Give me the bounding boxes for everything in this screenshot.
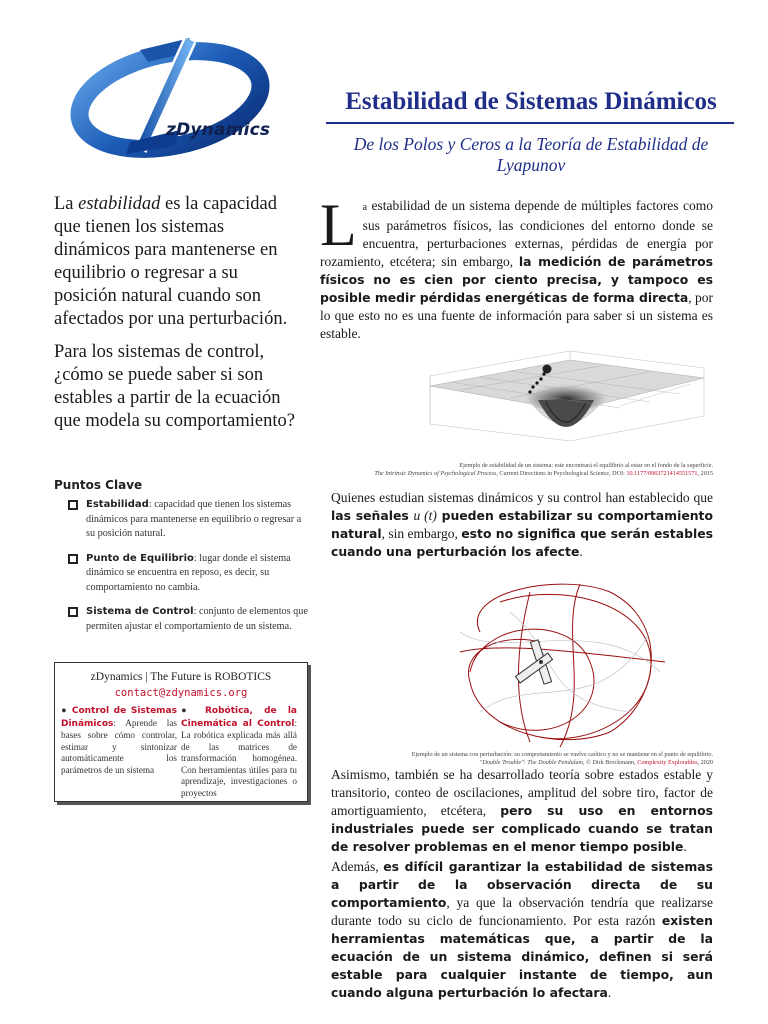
paragraph-text: . xyxy=(683,839,687,854)
caption-text: , Current Directions in Psychological Science, DOI: xyxy=(496,470,627,477)
contact-email-link[interactable]: contact@zdynamics.org xyxy=(114,687,248,699)
paragraph-text: . xyxy=(579,544,583,559)
keypoint-term: Estabilidad xyxy=(86,499,149,510)
paragraph-text: , sin embargo, xyxy=(381,526,462,541)
list-item xyxy=(68,605,308,634)
stability-surface-figure xyxy=(420,346,714,456)
bold-text: existen herramientas matemáticas que, a partir de la ecuación de un sistema dinámico, definen si será estable para cualquier instante de tiempo, aun cuando alguna perturbación lo afectara xyxy=(331,913,713,1000)
paragraph-text: Además, xyxy=(331,859,384,874)
title-divider xyxy=(326,122,734,124)
complexity-explorables-link[interactable]: Complexity Explorables xyxy=(637,759,698,766)
course-link-control[interactable]: Control de Sistemas Dinámicos xyxy=(61,706,177,729)
caption-text: , 2020 xyxy=(697,759,713,766)
caption-text: , © Dirk Brockmann, xyxy=(583,759,638,766)
small-caps-text: a xyxy=(362,202,368,213)
bullet-icon: ● xyxy=(61,705,69,715)
paragraph-text: Asimismo, también se ha desarrollado teoría sobre estados estable y transitorio, conteo de oscilaciones, amplitud del sobre tiro, factor de amortiguamiento, etcétera, xyxy=(331,767,713,818)
article-paragraph-3 xyxy=(331,766,713,856)
course-description: : Aprende las bases sobre cómo controlar, estimar y sintonizar automáticamente los parámetros de un sistema xyxy=(61,717,177,775)
bold-text: las señales xyxy=(331,508,414,523)
drop-cap: L xyxy=(320,192,357,258)
caption-text: Ejemplo de un sistema con perturbación: su comportamiento se vuelve caótico y no se mantiene en el punto de equilibrio. xyxy=(411,751,713,758)
info-box-column-1 xyxy=(61,705,177,776)
bold-text: es difícil garantizar la estabilidad de sistemas a partir de la observación directa de su comportamiento xyxy=(331,859,713,910)
zdynamics-logo xyxy=(70,30,280,160)
keypoints-title: Puntos Clave xyxy=(54,478,143,492)
article-paragraph-2 xyxy=(331,489,713,561)
bold-text: esto no significa que serán estables cuando una perturbación los afecte xyxy=(331,526,713,559)
intro-paragraph-1 xyxy=(54,193,304,331)
bold-text: la medición de parámetros físicos no es cien por ciento precisa, y tampoco es posible medir pérdidas energéticas de forma directa xyxy=(320,254,713,305)
caption-source: "Double Trouble": The Double Pendulum xyxy=(479,759,583,766)
intro-block xyxy=(54,193,304,443)
keypoints-list xyxy=(68,498,308,644)
course-link-robotics[interactable]: Robótica, de la Cinemática al Control xyxy=(181,706,297,729)
info-box-header: zDynamics | The Future is ROBOTICS xyxy=(90,671,272,683)
keypoint-text: : capacidad que tienen los sistemas dinámicos para mantenerse en equilibrio o regresar a su posición natural. xyxy=(86,499,302,539)
bold-text: pero su uso en entornos industriales puede ser complicado cuando se tratan de resolver problemas en el menor tiempo posible xyxy=(331,803,713,854)
caption-text: Ejemplo de estabilidad de un sistema: este encontrará el equilibrio al estar en el fondo de la superficie. xyxy=(459,462,713,469)
page-title: Estabilidad de Sistemas Dinámicos xyxy=(345,88,717,115)
paragraph-text: . xyxy=(607,985,612,1000)
keypoint-text: : conjunto de elementos que permiten ajustar el comportamiento de un sistema. xyxy=(86,606,308,632)
caption-text: , 2015 xyxy=(697,470,713,477)
intro-text: es la capacidad que tienen los sistemas dinámicos para mantenerse en equilibrio o regresar a su posición natural cuando son afectados por una perturbación. xyxy=(54,194,288,329)
intro-paragraph-2: Para los sistemas de control, ¿cómo se puede saber si son estables a partir de la ecuación que modela su comportamiento? xyxy=(54,342,295,431)
page-subtitle: De los Polos y Ceros a la Teoría de Estabilidad de Lyapunov xyxy=(353,134,709,175)
info-box-column-2 xyxy=(181,705,297,799)
paragraph-text: , ya que la observación tendría que realizarse durante todo su ciclo de funcionamiento. Por esta razón xyxy=(331,895,713,928)
checkbox-bullet-icon xyxy=(68,500,78,510)
article-paragraph-4 xyxy=(331,858,713,1002)
figure-2-caption xyxy=(340,751,713,767)
math-expression: u (t) xyxy=(413,508,437,523)
intro-emphasis: estabilidad xyxy=(78,194,161,214)
intro-text: La xyxy=(54,194,79,214)
paragraph-text: , por lo que esto no es una fuente de información para saber si un sistema es estable. xyxy=(320,290,713,341)
article-paragraph-1 xyxy=(320,192,713,343)
checkbox-bullet-icon xyxy=(68,554,78,564)
double-pendulum-figure xyxy=(440,572,674,752)
paragraph-text: Quienes estudian sistemas dinámicos y su control han establecido que xyxy=(331,490,713,505)
keypoint-term: Sistema de Control xyxy=(86,606,194,617)
figure-1-caption xyxy=(340,462,713,478)
course-description: : La robótica explicada más allá de las matrices de transformación homogénea. Con herramientas útiles para tu aprendizaje, investigaciones o proyectos xyxy=(181,717,297,798)
list-item xyxy=(68,552,308,596)
bullet-icon: ● xyxy=(181,705,195,715)
paragraph-text: estabilidad de un sistema depende de múltiples factores como sus parámetros físicos, las condiciones del entorno donde se encuentra, perturbaciones externas, pérdidas de energía por rozamiento, etcétera; sin embargo, xyxy=(320,198,713,269)
checkbox-bullet-icon xyxy=(68,607,78,617)
keypoint-text: : lugar donde el sistema dinámico se encuentra en reposo, es decir, su comportamiento no cambia. xyxy=(86,552,291,593)
caption-source: The Intrinsic Dynamics of Psychological Process xyxy=(374,470,497,477)
list-item xyxy=(68,498,308,542)
bold-text: pueden estabilizar su comportamiento natural xyxy=(331,508,713,541)
keypoint-term: Punto de Equilibrio xyxy=(86,552,194,564)
doi-link[interactable]: 10.1177/0963721414551571 xyxy=(626,470,698,477)
logo-wordmark: zDynamics xyxy=(166,120,271,140)
info-box xyxy=(54,662,308,802)
